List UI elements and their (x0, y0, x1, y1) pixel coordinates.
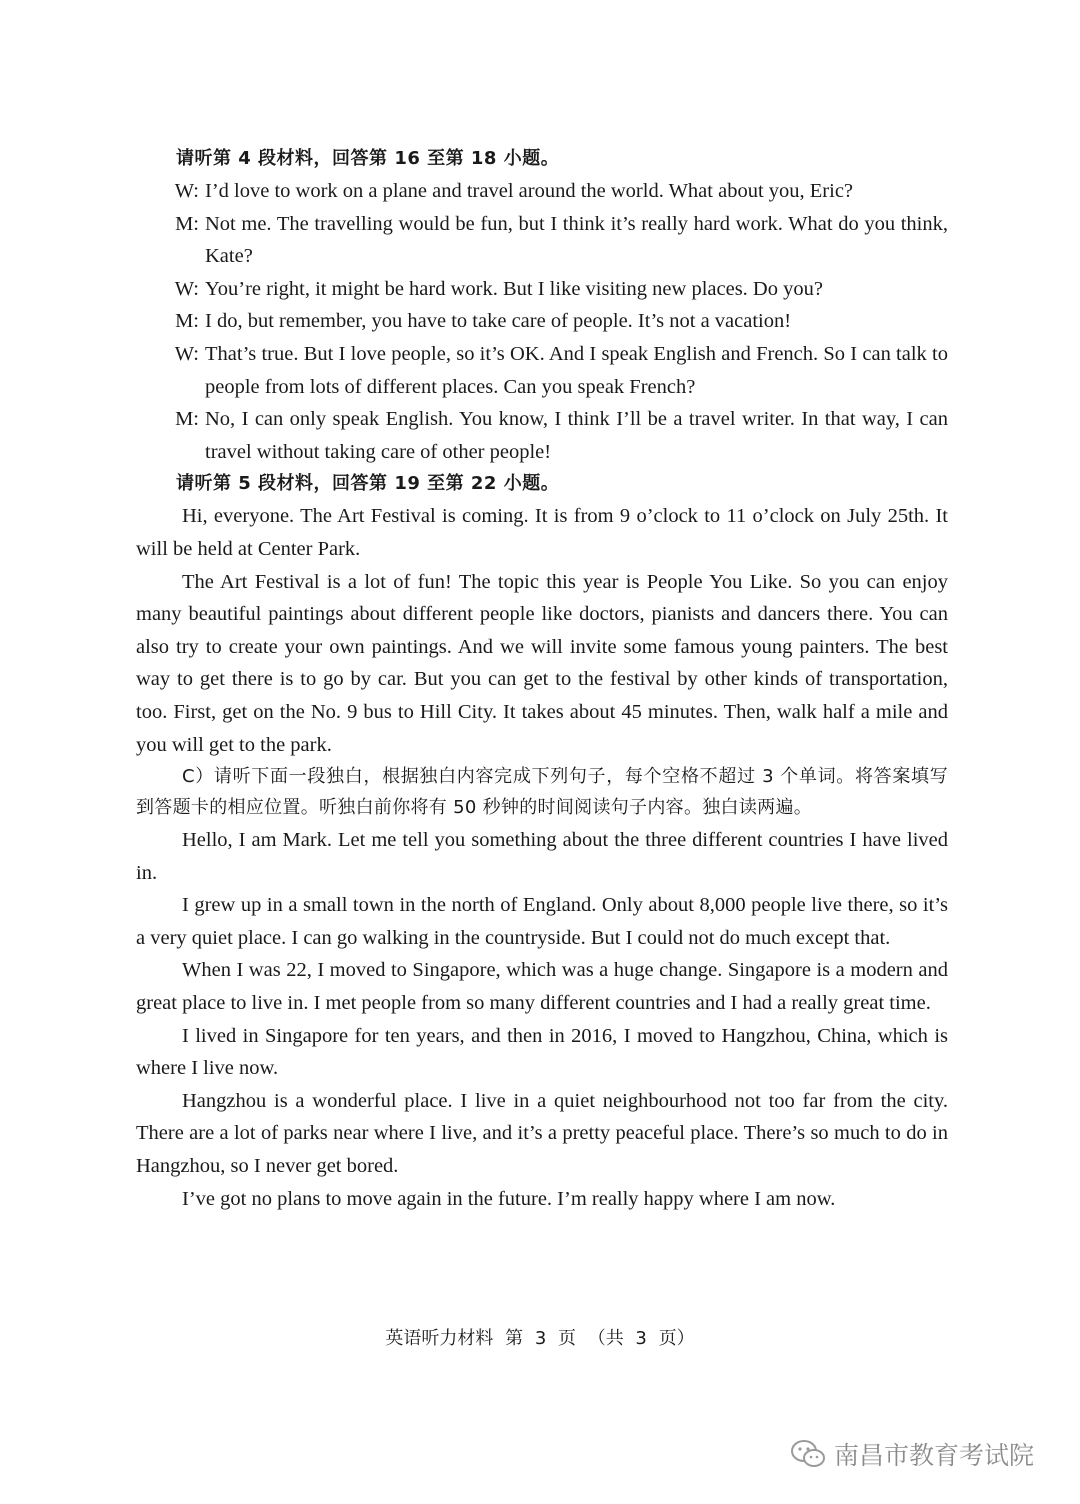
page-footer: 英语听力材料 第 3 页 （共 3 页） (385, 1328, 695, 1349)
watermark (790, 1436, 1034, 1472)
dialogue-line (136, 305, 948, 338)
dialogue-text: No, I can only speak English. You know, I think I’ll be a travel writer. In that way, I can travel without taking care of other people! (205, 408, 948, 463)
dialogue-text: I’d love to work on a plane and travel around the world. What about you, Eric? (205, 180, 854, 202)
dialogue-text: You’re right, it might be hard work. But I like visiting new places. Do you? (205, 277, 823, 300)
dialogue-line (136, 273, 948, 306)
dialogue-line (136, 208, 948, 273)
speaker-label: M: (175, 408, 199, 431)
dialogue-line (136, 403, 948, 468)
speaker-label: W: (174, 342, 199, 365)
dialogue-line (136, 175, 948, 208)
speaker-label: M: (175, 310, 199, 333)
document-body (136, 143, 948, 1215)
dialogue-text: Not me. The travelling would be fun, but I think it’s really hard work. What do you think, Kate? (205, 212, 948, 268)
monologue-paragraph: I lived in Singapore for ten years, and then in 2016, I moved to Hangzhou, China, which is where I live now. (136, 1024, 948, 1080)
sectionC-instruction: C）请听下面一段独白，根据独白内容完成下列句子，每个空格不超过 3 个单词。将答案填写到答题卡的相应位置。听独白前你将有 50 秒钟的时间阅读句子内容。独白读两遍。 (136, 766, 948, 819)
monologue-paragraph: Hangzhou is a wonderful place. I live in a quiet neighbourhood not too far from the city. There are a lot of parks near where I live, and it’s a pretty peaceful place. There’s so much to do in Hangzhou, so I never get bored. (136, 1089, 948, 1178)
monologue-paragraph: Hello, I am Mark. Let me tell you something about the three different countries I have lived in. (136, 829, 948, 884)
dialogue-text: I do, but remember, you have to take care of people. It’s not a vacation! (205, 310, 792, 333)
dialogue-line (136, 338, 948, 403)
section4-heading: 请听第 4 段材料，回答第 16 至第 18 小题。 (176, 148, 560, 169)
speaker-label: M: (175, 212, 199, 235)
passage-paragraph: Hi, everyone. The Art Festival is coming. It is from 9 o’clock to 11 o’clock on July 25th. It will be held at Center Park. (136, 505, 948, 560)
wechat-icon (790, 1439, 826, 1469)
dialogue-text: That’s true. But I love people, so it’s OK. And I speak English and French. So I can talk to people from lots of different places. Can you speak French? (205, 342, 948, 398)
monologue-paragraph: When I was 22, I moved to Singapore, which was a huge change. Singapore is a modern and great place to live in. I met people from so many different countries and I had a really great time. (136, 959, 948, 1015)
section5-heading: 请听第 5 段材料，回答第 19 至第 22 小题。 (176, 473, 560, 495)
monologue-paragraph: I grew up in a small town in the north of England. Only about 8,000 people live there, so it’s a very quiet place. I can go walking in the countryside. But I could not do much except that. (136, 894, 948, 949)
speaker-label: W: (174, 277, 199, 300)
monologue-paragraph: I’ve got no plans to move again in the future. I’m really happy where I am now. (182, 1187, 836, 1210)
passage-paragraph: The Art Festival is a lot of fun! The topic this year is People You Like. So you can enjoy many beautiful paintings about different people like doctors, pianists and dancers there. You can also try to create your own paintings. And we will invite some famous young painters. The best way to get there is to go by car. But you can get to the festival by other kinds of transportation, too. First, get on the No. 9 bus to Hill City. It takes about 45 minutes. Then, walk half a mile and you will get to the park. (136, 570, 948, 756)
watermark-text: 南昌市教育考试院 (834, 1441, 1035, 1470)
speaker-label: W: (174, 180, 199, 202)
